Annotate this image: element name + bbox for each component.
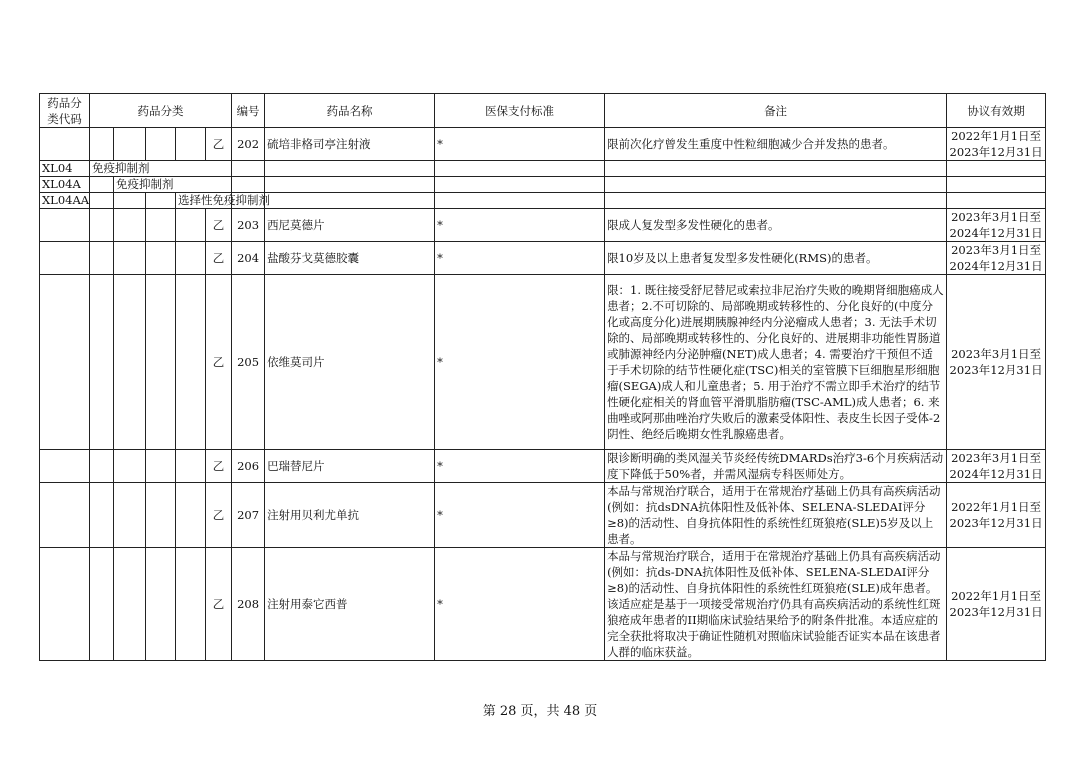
valid-to: 2024年12月31日	[949, 259, 1043, 273]
valid-from: 2023年3月1日至	[951, 451, 1042, 465]
class-cell: 乙	[206, 450, 232, 483]
validity-cell	[947, 548, 1046, 661]
number-cell: 207	[232, 483, 265, 548]
class-cell: 乙	[206, 242, 232, 275]
table-row	[40, 450, 1046, 483]
drug-name-cell: 巴瑞替尼片	[265, 450, 435, 483]
number-cell: 205	[232, 275, 265, 450]
table-row	[40, 242, 1046, 275]
number-cell: 202	[232, 128, 265, 161]
standard-cell: *	[435, 242, 605, 275]
valid-to: 2023年12月31日	[949, 363, 1043, 377]
header-standard: 医保支付标准	[435, 94, 605, 128]
validity-cell	[947, 450, 1046, 483]
remark-cell: 本品与常规治疗联合，适用于在常规治疗基础上仍具有高疾病活动(例如：抗ds-DNA抗体阳性及低补体、SELENA-SLEDAI评分≥8)的活动性、自身抗体阳性的系统性红斑狼疮(SLE)成年患者。该适应症是基于一项接受常规治疗仍具有高疾病活动的系统性红斑狼疮成年患者的II期临床试验结果给予的附条件批准。本适应症的完全获批将取决于确证性随机对照临床试验能否证实本品在该患者人群的临床获益。	[605, 548, 947, 661]
validity-cell	[947, 242, 1046, 275]
header-number: 编号	[232, 94, 265, 128]
table-row	[40, 128, 1046, 161]
valid-to: 2023年12月31日	[949, 145, 1043, 159]
category-label: 免疫抑制剂	[90, 161, 232, 177]
remark-cell: 限成人复发型多发性硬化的患者。	[605, 209, 947, 242]
category-row	[40, 193, 1046, 209]
number-cell: 204	[232, 242, 265, 275]
validity-cell	[947, 209, 1046, 242]
valid-to: 2023年12月31日	[949, 516, 1043, 530]
category-row	[40, 177, 1046, 193]
validity-cell	[947, 275, 1046, 450]
drug-name-cell: 西尼莫德片	[265, 209, 435, 242]
standard-cell: *	[435, 450, 605, 483]
valid-from: 2023年3月1日至	[951, 347, 1042, 361]
drug-name-cell: 注射用贝利尤单抗	[265, 483, 435, 548]
remark-cell: 本品与常规治疗联合，适用于在常规治疗基础上仍具有高疾病活动(例如：抗dsDNA抗体阳性及低补体、SELENA-SLEDAI评分≥8)的活动性、自身抗体阳性的系统性红斑狼疮(SLE)5岁及以上患者。	[605, 483, 947, 548]
category-code: XL04AA	[40, 193, 90, 209]
class-cell: 乙	[206, 275, 232, 450]
valid-to: 2024年12月31日	[949, 226, 1043, 240]
drug-table	[39, 93, 1046, 661]
valid-from: 2023年3月1日至	[951, 243, 1042, 257]
table-row	[40, 275, 1046, 450]
remark-cell: 限前次化疗曾发生重度中性粒细胞减少合并发热的患者。	[605, 128, 947, 161]
drug-name-cell: 注射用泰它西普	[265, 548, 435, 661]
category-code: XL04A	[40, 177, 90, 193]
validity-cell	[947, 128, 1046, 161]
header-category: 药品分类	[90, 94, 232, 128]
drug-name-cell: 硫培非格司亭注射液	[265, 128, 435, 161]
remark-cell: 限10岁及以上患者复发型多发性硬化(RMS)的患者。	[605, 242, 947, 275]
drug-name-cell: 依维莫司片	[265, 275, 435, 450]
standard-cell: *	[435, 483, 605, 548]
page-footer: 第 28 页，共 48 页	[482, 704, 598, 719]
table-row	[40, 483, 1046, 548]
class-cell: 乙	[206, 128, 232, 161]
valid-from: 2023年3月1日至	[951, 210, 1042, 224]
valid-from: 2022年1月1日至	[951, 589, 1042, 603]
class-cell: 乙	[206, 483, 232, 548]
table-row	[40, 209, 1046, 242]
remark-cell: 限：1. 既往接受舒尼替尼或索拉非尼治疗失败的晚期肾细胞癌成人患者；2.不可切除的、局部晚期或转移性的、分化良好的(中度分化或高度分化)进展期胰腺神经内分泌瘤成人患者；3. 无法手术切除的、局部晚期或转移性的、分化良好的、进展期非功能性胃肠道或肺源神经内分泌肿瘤(NET)成人患者；4. 需要治疗干预但不适于手术切除的结节性硬化症(TSC)相关的室管膜下巨细胞星形细胞瘤(SEGA)成人和儿童患者；5. 用于治疗不需立即手术治疗的结节性硬化症相关的肾血管平滑肌脂肪瘤(TSC-AML)成人患者；6. 来曲唑或阿那曲唑治疗失败后的激素受体阳性、表皮生长因子受体-2阴性、绝经后晚期女性乳腺癌患者。	[605, 275, 947, 450]
valid-to: 2023年12月31日	[949, 605, 1043, 619]
standard-cell: *	[435, 128, 605, 161]
category-label: 选择性免疫抑制剂	[176, 193, 232, 209]
valid-from: 2022年1月1日至	[951, 129, 1042, 143]
standard-cell: *	[435, 548, 605, 661]
number-cell: 206	[232, 450, 265, 483]
validity-cell	[947, 483, 1046, 548]
valid-to: 2024年12月31日	[949, 467, 1043, 481]
remark-cell: 限诊断明确的类风湿关节炎经传统DMARDs治疗3-6个月疾病活动度下降低于50%者，并需风湿病专科医师处方。	[605, 450, 947, 483]
header-name: 药品名称	[265, 94, 435, 128]
drug-name-cell: 盐酸芬戈莫德胶囊	[265, 242, 435, 275]
category-code: XL04	[40, 161, 90, 177]
number-cell: 208	[232, 548, 265, 661]
valid-from: 2022年1月1日至	[951, 500, 1042, 514]
header-validity: 协议有效期	[947, 94, 1046, 128]
standard-cell: *	[435, 209, 605, 242]
category-label: 免疫抑制剂	[114, 177, 232, 193]
standard-cell: *	[435, 275, 605, 450]
table-row	[40, 548, 1046, 661]
class-cell: 乙	[206, 548, 232, 661]
header-row	[40, 94, 1046, 128]
header-remark: 备注	[605, 94, 947, 128]
number-cell: 203	[232, 209, 265, 242]
category-row	[40, 161, 1046, 177]
header-code: 药品分类代码	[40, 94, 90, 128]
class-cell: 乙	[206, 209, 232, 242]
